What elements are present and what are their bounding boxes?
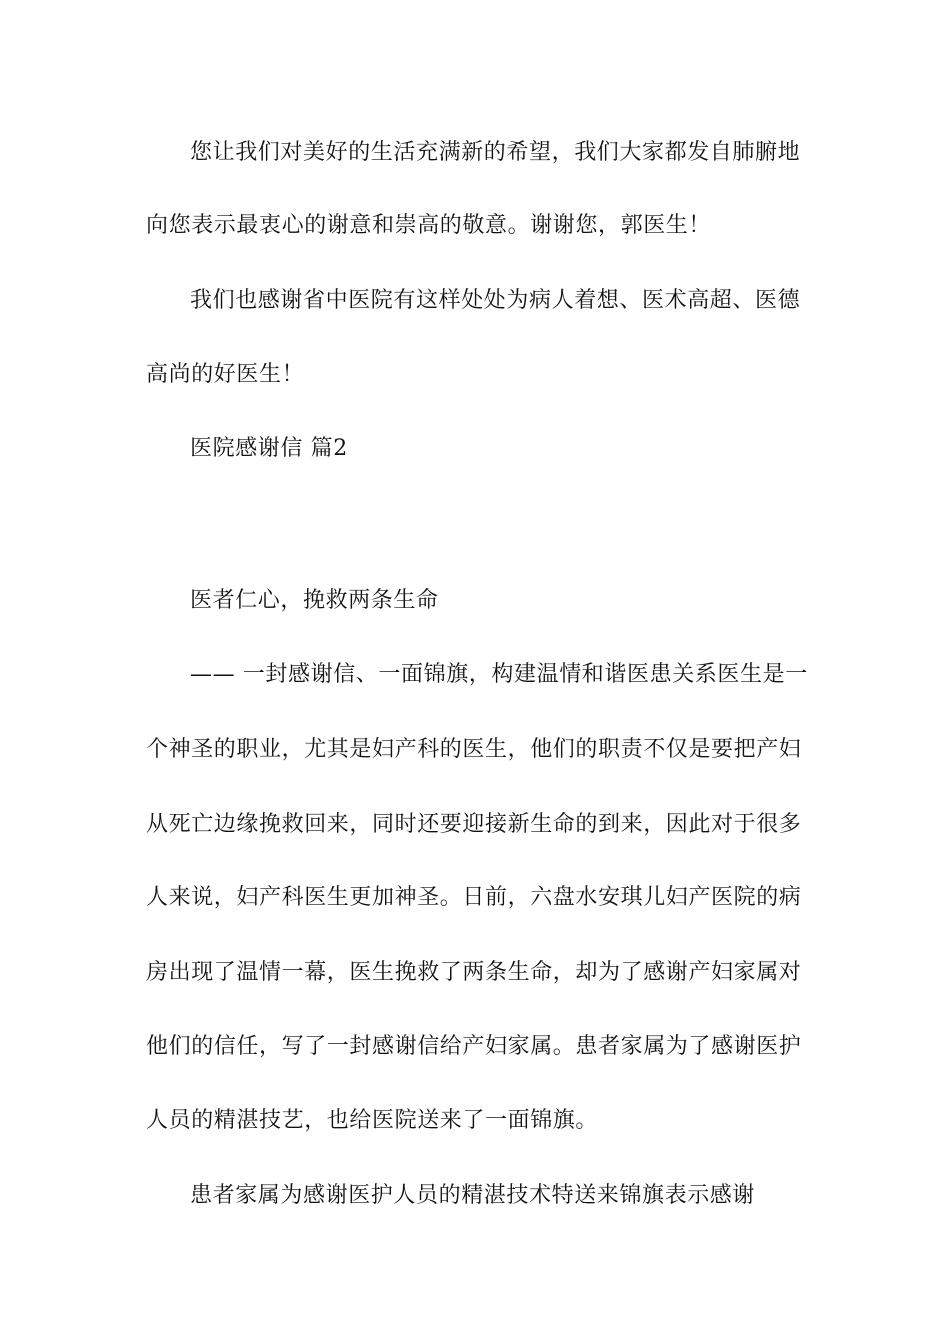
paragraph-line: 高尚的好医生！ (146, 362, 305, 387)
paragraph-line: 房出现了温情一幕，医生挽救了两条生命，却为了感谢产妇家属对 (146, 960, 802, 985)
paragraph-line: 他们的信任，写了一封感谢信给产妇家属。患者家属为了感谢医护 (146, 1034, 802, 1059)
paragraph-line: 人员的精湛技艺，也给医院送来了一面锦旗。 (146, 1108, 599, 1133)
paragraph-line: 人来说，妇产科医生更加神圣。日前，六盘水安琪儿妇产医院的病 (146, 885, 802, 910)
section-heading: 医院感谢信 篇2 (190, 436, 348, 461)
paragraph-line: 个神圣的职业，尤其是妇产科的医生，他们的职责不仅是要把产妇 (146, 737, 802, 762)
paragraph-line: 我们也感谢省中医院有这样处处为病人着想、医术高超、医德 (190, 288, 801, 313)
article-title: 医者仁心，挽救两条生命 (190, 588, 439, 613)
paragraph-line: 您让我们对美好的生活充满新的希望，我们大家都发自肺腑地 (190, 140, 801, 165)
paragraph-line: —— 一封感谢信、一面锦旗，构建温情和谐医患关系医生是一 (190, 662, 808, 687)
paragraph-line: 向您表示最衷心的谢意和崇高的敬意。谢谢您，郭医生！ (146, 213, 712, 238)
paragraph-line: 患者家属为感谢医护人员的精湛技术特送来锦旗表示感谢 (190, 1183, 756, 1208)
paragraph-line: 从死亡边缘挽救回来，同时还要迎接新生命的到来，因此对于很多 (146, 812, 802, 837)
